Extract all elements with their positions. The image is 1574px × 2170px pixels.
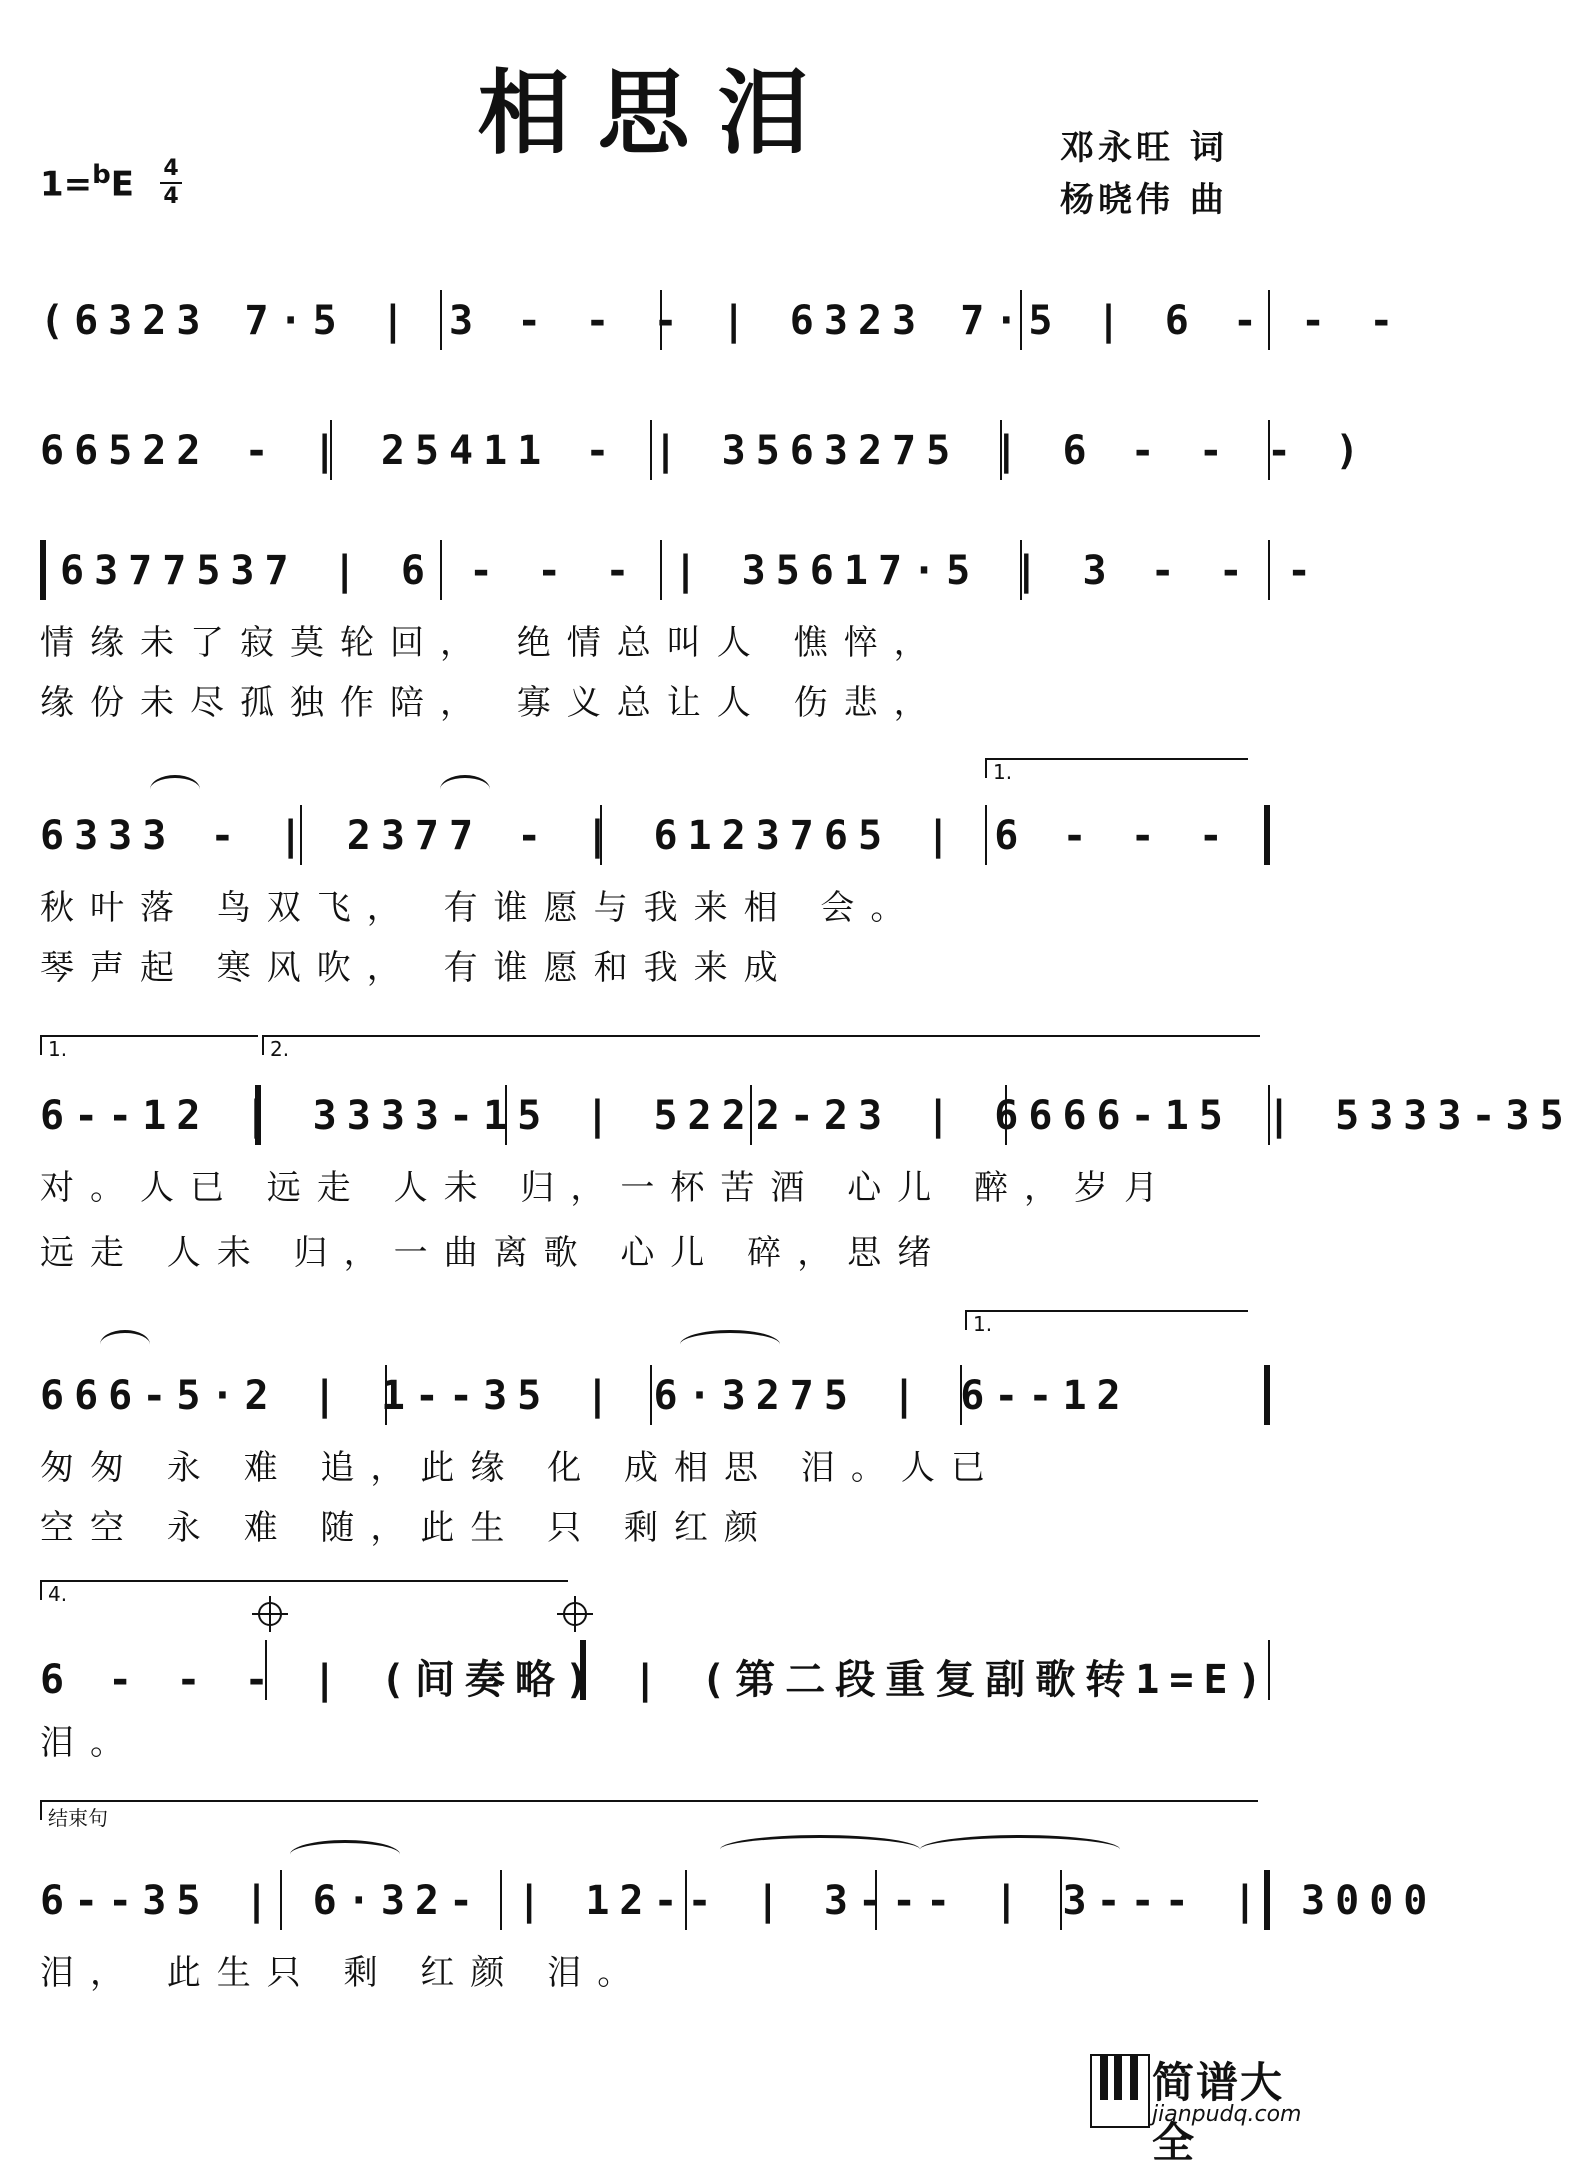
page-title: 相思泪 bbox=[477, 60, 838, 167]
slur bbox=[150, 775, 200, 804]
staff-row-4 bbox=[40, 805, 1272, 865]
lyric-row-5-verse-1: 对。人已 远走 人未 归，一杯苦酒 心儿 醉，岁月 bbox=[40, 1168, 1175, 1208]
notes-row-3: 6377537 | 6 - - - | 35617·5 | 3 - - - bbox=[60, 548, 1322, 594]
staff-row-7 bbox=[40, 1640, 1272, 1703]
volta-1c: 1. bbox=[965, 1310, 1248, 1330]
lyric-row-3-verse-1: 情缘未了寂莫轮回， 绝情总叫人 憔悴， bbox=[40, 623, 944, 663]
volta-2: 2. bbox=[262, 1035, 1260, 1055]
lyric-row-4-verse-2: 琴声起 寒风吹， 有谁愿和我来成 bbox=[40, 948, 794, 988]
notes-row-8: 6--35 | 6·32- | 12-- | 3--- | 3--- | 3000 bbox=[40, 1878, 1438, 1924]
slur bbox=[720, 1835, 920, 1864]
notes-row-4: 6333 - | 2377 - | 6123765 | 6 - - - bbox=[40, 813, 1233, 859]
notes-row-5: 6--12 | 3333-15 | 5222-23 | 6666-15 | 5333-35 bbox=[40, 1093, 1574, 1139]
lyric-row-6-verse-2: 空空 永 难 随，此生 只 剩红颜 bbox=[40, 1508, 775, 1548]
coda-icon bbox=[563, 1602, 587, 1626]
staff-row-6 bbox=[40, 1365, 1272, 1425]
time-signature: 4 4 bbox=[160, 158, 182, 208]
notes-row-2: 66522 - | 25411 - | 3563275 | 6 - - - ) bbox=[40, 428, 1370, 474]
lyric-row-6-verse-1: 匆匆 永 难 追，此缘 化 成相思 泪。人已 bbox=[40, 1448, 1001, 1488]
volta-1b: 1. bbox=[40, 1035, 258, 1055]
volta-1: 1. bbox=[985, 758, 1248, 778]
ending-bracket bbox=[40, 1800, 1258, 1830]
key-signature: 1=$^b$E bbox=[40, 160, 135, 205]
lyric-row-5-verse-2: 远走 人未 归，一曲离歌 心儿 碎，思绪 bbox=[40, 1233, 948, 1273]
composer-credit: 杨晓伟 曲 bbox=[1060, 180, 1228, 220]
staff-row-8 bbox=[40, 1870, 1438, 1930]
lyric-row-3-verse-2: 缘份未尽孤独作陪， 寡义总让人 伤悲， bbox=[40, 683, 944, 723]
volta-4: 4. bbox=[40, 1580, 568, 1600]
staff-row-3 bbox=[40, 540, 1322, 600]
site-logo: 简谱大全 jianpudq.com bbox=[1090, 2050, 1295, 2130]
slur bbox=[100, 1330, 150, 1359]
piano-icon bbox=[1090, 2054, 1150, 2128]
notes-row-7: 6 - - - | (间奏略) | (第二段重复副歌转1=E) bbox=[40, 1657, 1272, 1703]
lyricist-credit: 邓永旺 词 bbox=[1060, 128, 1228, 168]
slur bbox=[680, 1330, 780, 1359]
coda-icon bbox=[258, 1602, 282, 1626]
lyric-row-4-verse-1: 秋叶落 鸟双飞， 有谁愿与我来相 会。 bbox=[40, 888, 921, 928]
ending-label: 结束句 bbox=[48, 1806, 108, 1830]
lyric-row-8: 泪， 此生只 剩 红颜 泪。 bbox=[40, 1953, 648, 1993]
slur bbox=[290, 1840, 400, 1869]
staff-row-2 bbox=[40, 420, 1370, 480]
notes-row-1: (6323 7·5 | 3 - - - | 6323 7·5 | 6 - - - bbox=[40, 298, 1404, 344]
staff-row-5 bbox=[40, 1085, 1574, 1145]
slur bbox=[920, 1835, 1120, 1864]
lyric-row-7: 泪。 bbox=[40, 1723, 140, 1763]
notes-row-6: 666-5·2 | 1--35 | 6·3275 | 6--12 bbox=[40, 1373, 1131, 1419]
staff-row-1 bbox=[40, 290, 1404, 350]
slur bbox=[440, 775, 490, 804]
